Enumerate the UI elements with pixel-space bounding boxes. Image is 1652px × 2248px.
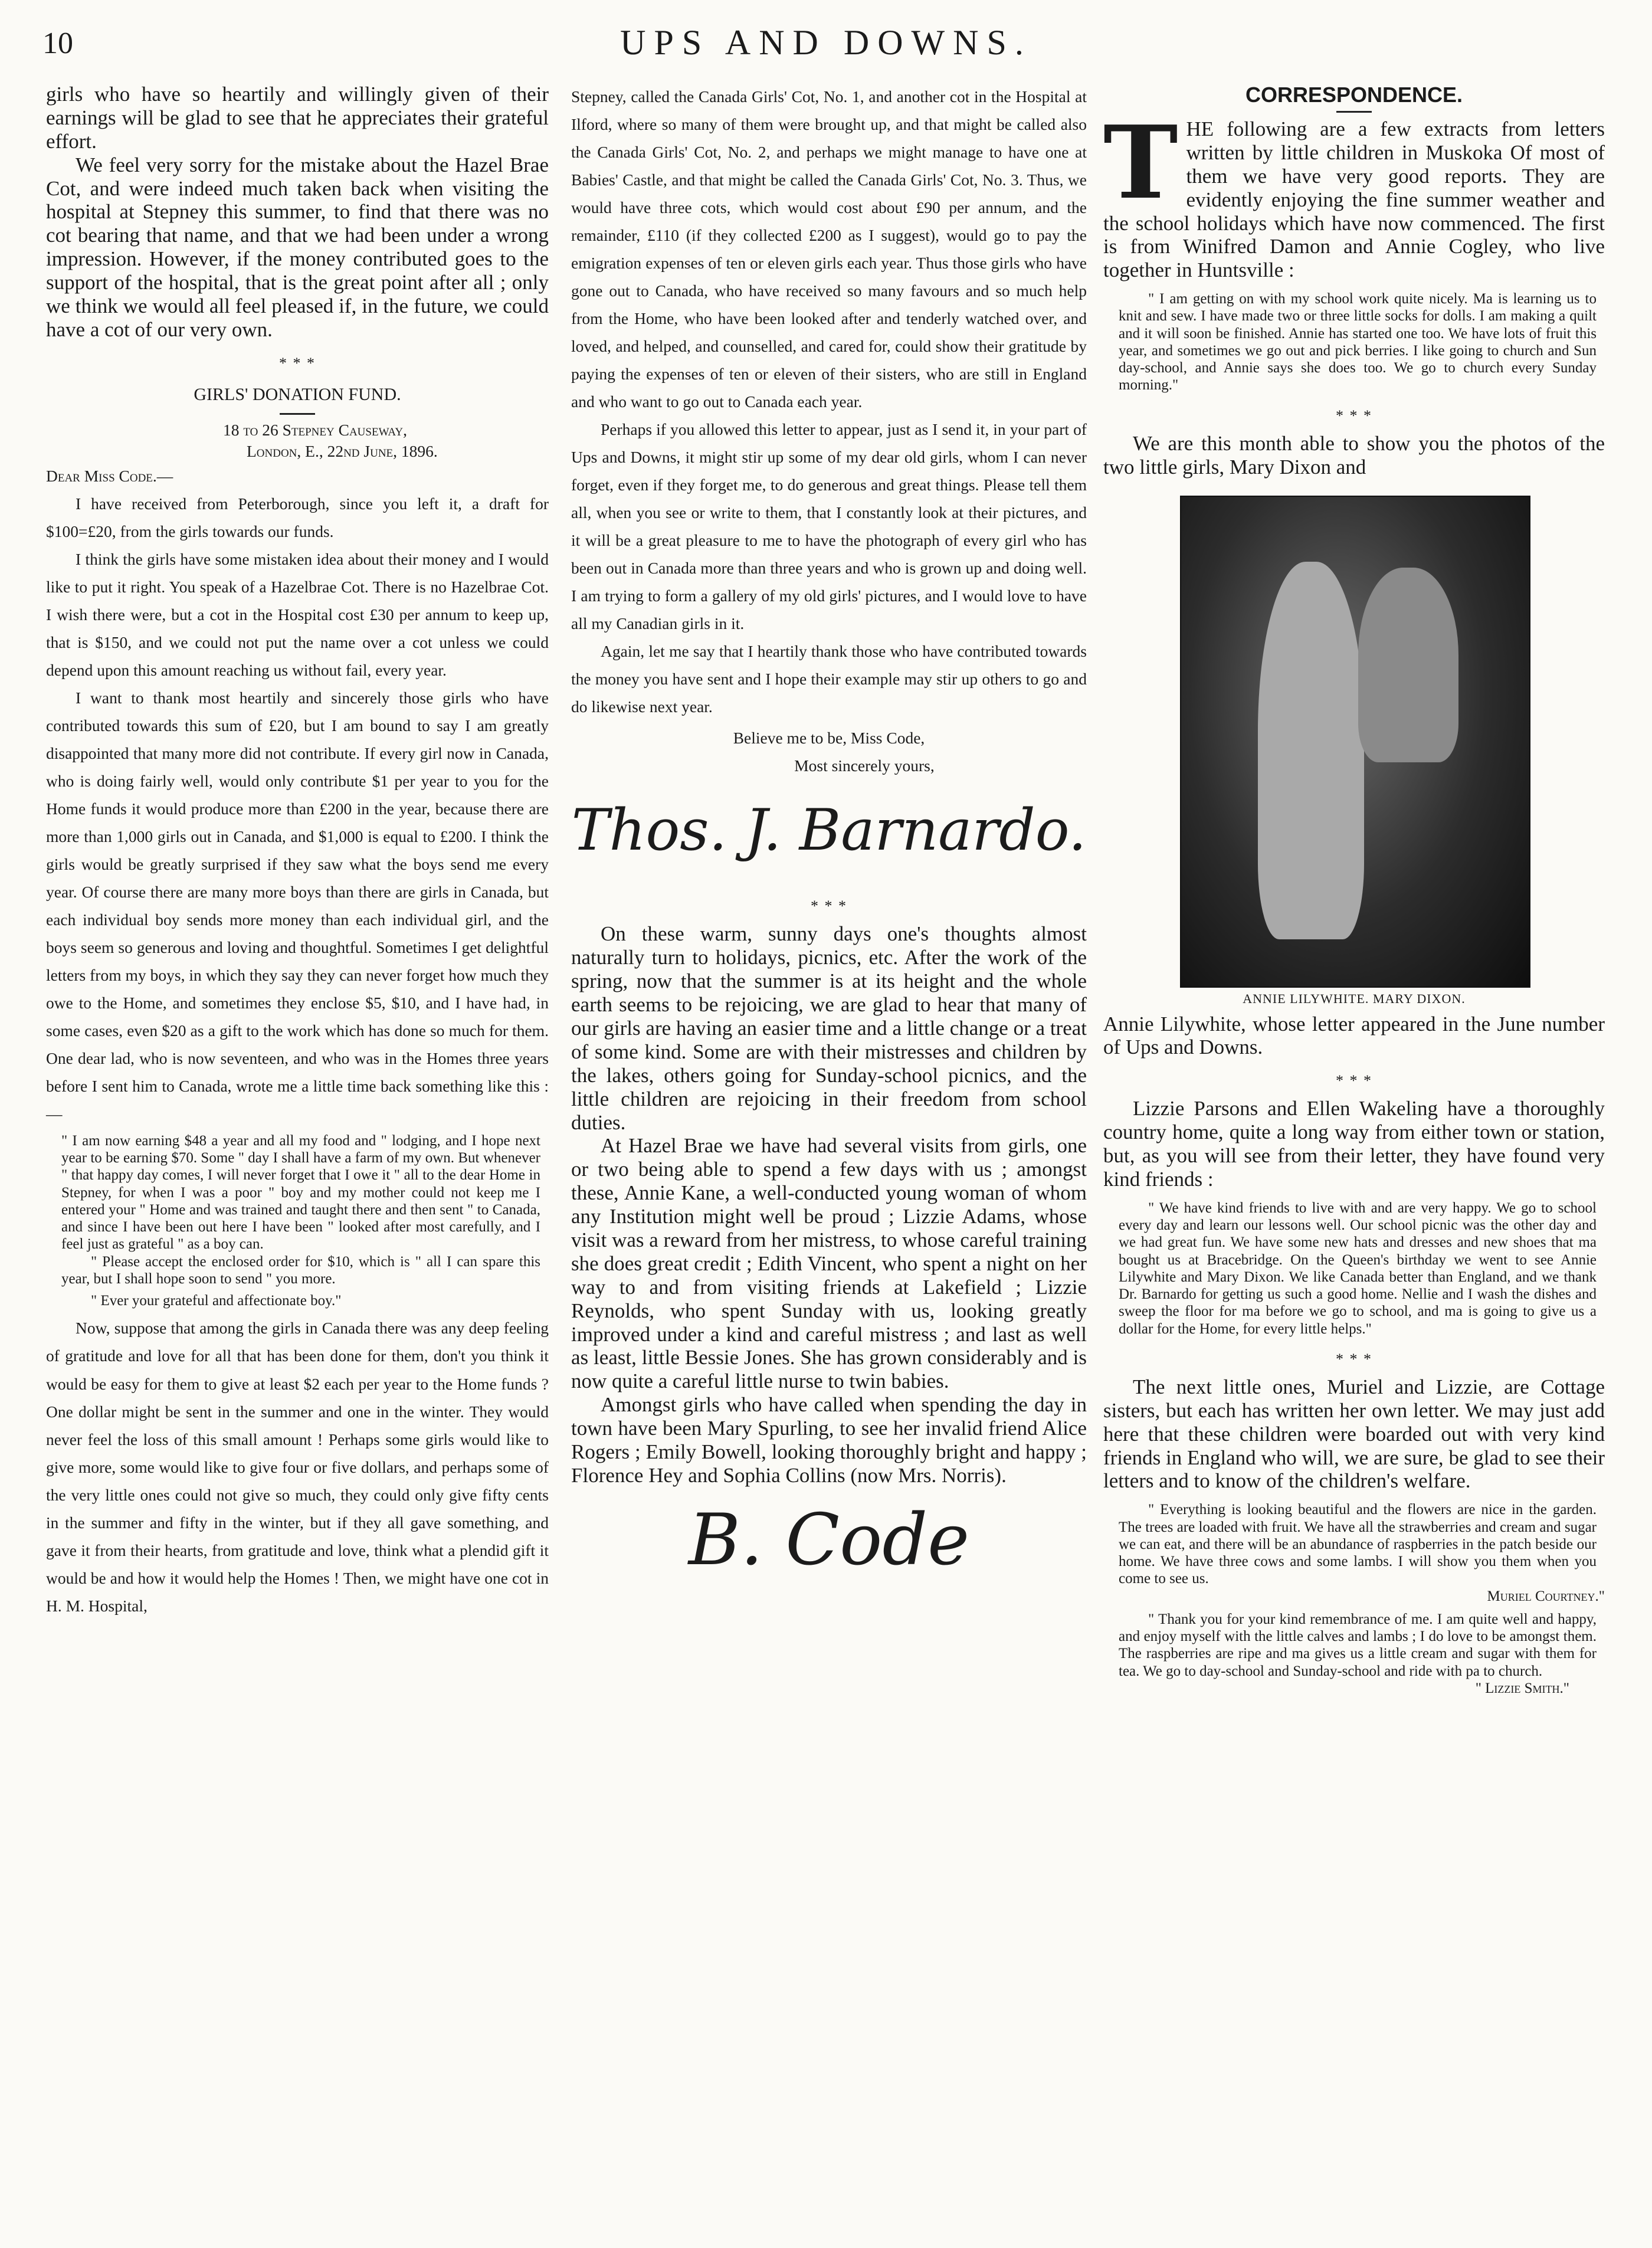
drop-cap: T [1103,104,1178,222]
paragraph-with-dropcap [1103,104,1605,282]
quoted-letter: " Everything is looking beautiful and the flowers are nice in the garden. The trees are loaded with fruit. We have all the strawberries and cream and sugar we can eat, and there will be an abundance of raspberries in the patch beside our home. We have three cows and some lambs. I will show you them when you come to see us. [1119,1502,1597,1587]
quoted-letter: " I am now earning $48 a year and all my food and " lodging, and I hope next year to be earning $70. Some " day I shall have a farm of my own. But whenever " that happy day comes, I will never forget that I owe it " all to the dear Home in Stepney, for when I was a poor " boy and my mother could not keep me I entered your " Home and was trained and taught there and then sent " to Canada, and since I have been out here I have been " looked after most carefully, and I feel just as grateful " as a boy can. [61,1132,540,1253]
paragraph: Again, let me say that I heartily thank those who have contributed towards the money you have sent and I hope their example may stir up others to go and do likewise next year. [571,642,1087,716]
paragraph: Annie Lilywhite, whose letter appeared in the June number of Ups and Downs. [1103,1012,1605,1059]
paragraph-text: HE following are a few extracts from letters written by little children in Muskoka Of most of them we have very good reports. They are evidently enjoying the fine summer weather and the school holidays which have now commenced. The first is from Winifred Damon and Annie Cogley, who live together in Huntsville : [1103,117,1605,282]
fund-heading: GIRLS' DONATION FUND. [194,384,401,404]
paragraph: I want to thank most heartily and sincerely those girls who have contributed towards this sum of £20, but I am bound to say I am greatly disappointed that many more did not contribute. If every girl now in Canada, who is doing fairly well, would only contribute $1 per year to you for the Home funds it would produce more than £200 in the year, because there are more than 1,000 girls out in Canada, and $1,000 is equal to £200. I think the girls would be greatly surprised if they saw what the boys send me every year. Of course there are many more boys than there are girls in Canada, but each individual boy sends more money than each individual girl, and the boys seem so generous and loving and thoughtful. Sometimes I get delightful letters from my boys, in which they say they can never forget how much they owe to the Home, and sometimes they enclose $5, $10, and I have had, in some cases, even $20 as a gift to the work which has done so much for them. One dear lad, who is now seventeen, and who was in the Homes three years before I sent him to Canada, wrote me a little time back something like this :— [46,688,549,1123]
quoted-letter: " I am getting on with my school work quite nicely. Ma is learning us to knit and sew. I have made two or three little socks for dolls. I am making a quilt and it will soon be finished. Annie has started one too. We have lots of fruit this year, and sometimes we go out and pick berries. I like going to church and Sun day-school, and Annie says she does too. We go to church every Sunday morning." [1119,291,1597,394]
paragraph: Perhaps if you allowed this letter to appear, just as I send it, in your part of Ups and Downs, it might stir up some of my dear old girls, whom I can never forget, even if they forget me, to do generous and great things. Please tell them all, when you see or write to them, that I constantly look at their pictures, and it will be a great pleasure to me to have the photograph of every girl who has been out in Canada more than three years and who is grown up and doing well. I am trying to form a gallery of my old girls' pictures, and I would love to have all my Canadian girls in it. [571,420,1087,633]
page-number: 10 [42,27,73,60]
barnardo-signature: Thos. J. Barnardo. [571,797,1087,864]
section-divider: * * * [1336,407,1372,424]
section-divider: * * * [1336,1350,1372,1368]
paragraph: I have received from Peterborough, since you left it, a draft for $100=£20, from the girls towards our funds. [46,494,549,540]
column-right [1103,83,1605,1697]
section-divider: * * * [279,354,316,372]
photo-caption: ANNIE LILYWHITE. MARY DIXON. [1243,991,1466,1006]
letter-closing: Most sincerely yours, [794,756,935,775]
quoted-letter: " We have kind friends to live with and are very happy. We go to school every day and learn our lessons well. Our school picnic was the other day and we had great fun. We have some new hats and dresses and new shoes that ma bought us at Bracebridge. On the Queen's birthday we went to see Annie Lilywhite and Mary Dixon. We like Canada better than England, and we thank Dr. Barnardo for getting us such a good home. Nellie and I wash the dishes and sweep the floor for ma before we go to school, and ma is going to give us a dollar for the Home, for every little helps." [1119,1200,1597,1337]
quoted-signoff: Muriel Courtney." [1487,1588,1605,1604]
heading-rule [1336,111,1372,113]
code-signature: B. Code [688,1499,970,1581]
letter-closing: Believe me to be, Miss Code, [733,729,925,748]
letter-address: 18 to 26 Stepney Causeway, [223,421,407,440]
paragraph: We feel very sorry for the mistake about the Hazel Brae Cot, and were indeed much taken back when visiting the hospital at Stepney this summer, to find that there was no cot bearing that name, and that we had been under a wrong impression. However, if the money contributed goes to the support of the hospital, that is the great point after all ; only we think we would all feel pleased if, in the future, we could have a cot of our very own. [46,153,549,341]
running-title: UPS AND DOWNS. [620,23,1032,62]
paragraph: Stepney, called the Canada Girls' Cot, No. 1, and another cot in the Hospital at Ilford, where so many of them were brought up, and that might be called also the Canada Girls' Cot, No. 2, and perhaps we might manage to have one at Babies' Castle, and that might be called the Canada Girls' Cot, No. 3. Thus, we would have three cots, which would cost about £90 per annum, and the remainder, £110 (if they collected £200 as I suggest), would go to pay the emigration expenses of ten or eleven girls each year. Thus those girls who have gone out to Canada, who have received so many favours and so much help from the Home, who have been looked after and tenderly watched over, and loved, and helped, and counselled, and cared for, could show their gratitude by paying the expenses of ten or eleven of their sisters, who are still in England and who want to go out to Canada each year. [571,87,1087,411]
photo-block [1180,496,1528,1007]
paragraph: Now, suppose that among the girls in Canada there was any deep feeling of gratitude and love for all that has been done for them, don't you think it would be easy for them to give at least $2 each per year to the Home funds ? One dollar might be sent in the summer and one in the winter. They would never feel the loss of this small amount ! Perhaps some girls would like to give more, some would like to give four or five dollars, and perhaps some of the very little ones could not give so much, they could only give fifty cents in the summer and fifty in the winter, but if they all gave something, and gave it from their hearts, from gratitude and love, think what a plendid gift it would be and how it would help the Homes ! Then, we might have one cot in H. M. Hospital, [46,1319,549,1615]
salutation: Dear Miss Code.— [46,466,173,485]
quoted-signoff: " Lizzie Smith." [1475,1680,1569,1696]
girl-figure-right [1358,568,1458,762]
paragraph: At Hazel Brae we have had several visits from girls, one or two being able to spend a few days with us ; amongst these, Annie Kane, a well-conducted young woman of whom any Institution might well be proud ; Lizzie Adams, whose visit was a reward from her mistress, to whose careful training she does great credit ; Edith Vincent, who spent a night on her way to and from visiting friends at Lakefield ; Lizzie Reynolds, who spent Sunday with us, looking greatly improved under a kind and careful mistress ; and last as well as least, little Bessie Jones. She has grown considerably and is now quite a careful little nurse to twin babies. [571,1134,1087,1393]
column-middle [571,83,1087,1581]
paragraph: I think the girls have some mistaken idea about their money and I would like to put it right. You speak of a Hazelbrae Cot. There is no Hazelbrae Cot. I wish there were, but a cot in the Hospital cost £30 per annum to keep up, that is $150, and we could not put the name over a cot unless we could depend upon this amount reaching us without fail, every year. [46,549,549,679]
section-divider: * * * [1336,1072,1372,1090]
page-header [0,17,1652,76]
quoted-letter: " Thank you for your kind remembrance of me. I am quite well and happy, and enjoy myself with the little calves and lambs ; I do love to be amongst them. The raspberries are ripe and ma gives us a little cream and sugar with them for tea. We go to day-school and Sunday-school and ride with pa to church. [1119,1611,1597,1679]
girl-figure-left [1258,562,1364,939]
photograph [1180,496,1530,988]
heading-rule [280,413,315,415]
quoted-signoff: " Ever your grateful and affectionate boy." [91,1293,342,1309]
paragraph: Lizzie Parsons and Ellen Wakeling have a thoroughly country home, quite a long way from either town or station, but, as you will see from their letter, they have found very kind friends : [1103,1097,1605,1191]
letter-date: London, E., 22nd June, 1896. [247,441,438,460]
paragraph: We are this month able to show you the photos of the two little girls, Mary Dixon and [1103,431,1605,479]
column-left [46,83,549,1620]
paragraph: Amongst girls who have called when spending the day in town have been Mary Spurling, to see her invalid friend Alice Rogers ; Emily Bowell, looking thoroughly bright and happy ; Florence Hey and Sophia Collins (now Mrs. Norris). [571,1393,1087,1487]
quoted-letter: " Please accept the enclosed order for $10, which is " all I can spare this year, but I shall hope soon to send " you more. [61,1253,540,1287]
paragraph: On these warm, sunny days one's thoughts almost naturally turn to holidays, picnics, etc. After the work of the spring, now that the summer is at its height and the whole earth seems to be rejoicing, we are glad to hear that many of our girls are having an easier time and a little change or a treat of some kind. Some are with their mistresses and children by the lakes, others going for Sunday-school picnics, and the little children are rejoicing in their freedom from school duties. [571,922,1087,1134]
paragraph: The next little ones, Muriel and Lizzie, are Cottage sisters, but each has written her own letter. We may just add here that these children were boarded out with very kind friends in England who will, we are sure, be glad to see their letters and to know of the children's welfare. [1103,1375,1605,1493]
section-divider: * * * [811,897,847,915]
section-heading: CORRESPONDENCE. [1245,83,1463,107]
paragraph: girls who have so heartily and willingly given of their earnings will be glad to see that he appreciates their grateful effort. [46,83,549,153]
